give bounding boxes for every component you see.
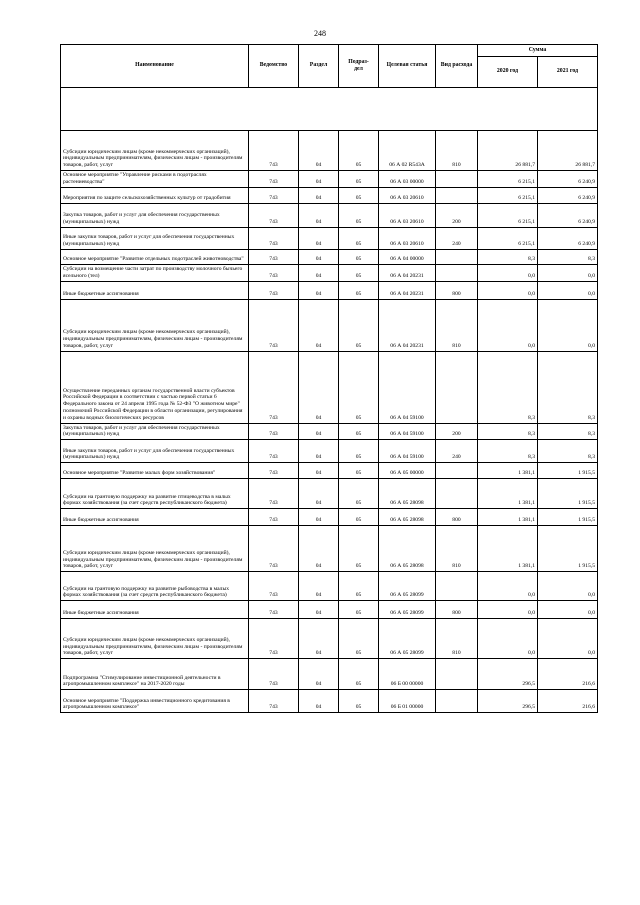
cell-dept: 743 [249,463,299,479]
cell-dept: 743 [249,509,299,526]
table-row [61,509,598,526]
table-row [61,440,598,463]
header-2021: 2021 год [538,57,598,88]
cell-y2020: 296,5 [478,659,538,690]
cell-sub: 05 [339,619,379,659]
cell-type: 800 [436,601,478,619]
cell-dept: 743 [249,619,299,659]
table-row [61,203,598,227]
cell-target: 06 А 05 28099 [379,601,436,619]
cell-y2021: 0,0 [538,572,598,601]
cell-dept: 743 [249,187,299,203]
cell-y2021: 216,6 [538,659,598,690]
cell-section: 04 [299,423,339,440]
cell-y2020: 6 215,1 [478,187,538,203]
cell-sub: 05 [339,249,379,264]
cell-y2020: 1 381,1 [478,509,538,526]
cell-sub: 05 [339,509,379,526]
cell-type [436,463,478,479]
cell-section: 04 [299,463,339,479]
cell-y2020: 8,3 [478,423,538,440]
cell-type: 240 [436,440,478,463]
cell-dept: 743 [249,171,299,188]
cell-target: 06 А 03 20610 [379,227,436,249]
cell-y2021: 0,0 [538,601,598,619]
cell-dept: 743 [249,423,299,440]
cell-sub: 05 [339,131,379,171]
cell-type [436,171,478,188]
cell-y2020: 0,0 [478,299,538,351]
cell-section: 04 [299,171,339,188]
cell-y2021: 6 240,9 [538,171,598,188]
cell-dept: 743 [249,131,299,171]
cell-section: 04 [299,659,339,690]
cell-type: 800 [436,509,478,526]
cell-y2020: 26 881,7 [478,131,538,171]
cell-name: Основное мероприятие "Управление рисками в подотраслях растениеводства" [61,171,249,188]
cell-target: 06 А 02 R543A [379,131,436,171]
cell-sub: 05 [339,281,379,299]
table-row [61,463,598,479]
cell-type: 200 [436,203,478,227]
cell-target: 06 А 03 20610 [379,187,436,203]
cell-name: Осуществление переданных органам государственной власти субъектов Российской Федерации в соответствии с частью первой статьи 6 Федерального закона от 24 апреля 1995 года № 52-ФЗ "О животном мире" полномочий Российской Федерации в области организации, регулирования и охраны водных биологических ресурсов [61,351,249,423]
table-row [61,281,598,299]
cell-y2020: 0,0 [478,281,538,299]
table-row [61,526,598,572]
header-spacer [61,88,598,131]
cell-dept: 743 [249,572,299,601]
cell-name: Основное мероприятие "Поддержка инвестиционного кредитования в агропромышленном комплексе" [61,690,249,713]
cell-name: Иные бюджетные ассигнования [61,509,249,526]
table-row [61,351,598,423]
header-subsection: Подраз- дел [339,45,379,88]
header-2020: 2020 год [478,57,538,88]
cell-sub: 05 [339,187,379,203]
cell-name: Иные бюджетные ассигнования [61,601,249,619]
cell-target: 06 А 05 28098 [379,479,436,509]
cell-sub: 05 [339,264,379,281]
cell-section: 04 [299,264,339,281]
cell-section: 04 [299,351,339,423]
cell-sub: 05 [339,479,379,509]
cell-y2021: 1 915,5 [538,479,598,509]
cell-name: Субсидии на грантовую поддержку на развитие птицеводства в малых формах хозяйствования (за счет средств республиканского бюджета) [61,479,249,509]
cell-type [436,479,478,509]
cell-name: Субсидии юридическим лицам (кроме некоммерческих организаций), индивидуальным предпринимателям, физическим лицам - производителям товаров, работ, услуг [61,526,249,572]
cell-name: Иные бюджетные ассигнования [61,281,249,299]
cell-section: 04 [299,601,339,619]
cell-name: Иные закупки товаров, работ и услуг для обеспечения государственных (муниципальных) нужд [61,227,249,249]
cell-name: Основное мероприятие "Развитие малых форм хозяйствования" [61,463,249,479]
cell-section: 04 [299,509,339,526]
cell-y2021: 8,3 [538,249,598,264]
cell-y2021: 0,0 [538,281,598,299]
cell-section: 04 [299,131,339,171]
cell-name: Субсидии на возмещение части затрат по производству молочного бычьего ясельного (тел) [61,264,249,281]
cell-type: 810 [436,131,478,171]
cell-section: 04 [299,203,339,227]
budget-table [60,44,598,713]
cell-dept: 743 [249,299,299,351]
cell-type [436,264,478,281]
cell-dept: 743 [249,281,299,299]
cell-target: 06 А 04 59100 [379,423,436,440]
cell-sub: 05 [339,203,379,227]
table-row [61,572,598,601]
cell-target: 06 А 04 20231 [379,299,436,351]
cell-target: 06 А 03 00000 [379,171,436,188]
cell-y2020: 0,0 [478,264,538,281]
cell-section: 04 [299,619,339,659]
cell-y2020: 6 215,1 [478,203,538,227]
cell-type [436,249,478,264]
cell-target: 06 А 05 28098 [379,509,436,526]
cell-type: 810 [436,526,478,572]
cell-y2020: 1 381,1 [478,479,538,509]
cell-name: Субсидии на грантовую поддержку на развитие рыбоводства в малых формах хозяйствования (за счет средств республиканского бюджета) [61,572,249,601]
cell-type: 800 [436,281,478,299]
cell-section: 04 [299,479,339,509]
cell-target: 06 А 03 20610 [379,203,436,227]
table-row [61,249,598,264]
cell-y2020: 0,0 [478,601,538,619]
cell-section: 04 [299,440,339,463]
cell-dept: 743 [249,249,299,264]
cell-y2020: 296,5 [478,690,538,713]
header-section: Раздел [299,45,339,88]
cell-name: Основное мероприятие "Развитие отдельных подотраслей животноводства" [61,249,249,264]
cell-type: 810 [436,619,478,659]
cell-sub: 05 [339,171,379,188]
cell-section: 04 [299,299,339,351]
cell-y2021: 6 240,9 [538,187,598,203]
cell-y2020: 8,3 [478,249,538,264]
cell-section: 04 [299,690,339,713]
cell-y2020: 0,0 [478,572,538,601]
cell-y2020: 6 215,1 [478,227,538,249]
cell-target: 06 А 05 28098 [379,526,436,572]
table-row [61,601,598,619]
table-row [61,187,598,203]
cell-y2021: 1 915,5 [538,526,598,572]
cell-y2021: 6 240,9 [538,227,598,249]
cell-y2020: 0,0 [478,619,538,659]
cell-name: Подпрограмма "Стимулирование инвестиционной деятельности в агропромышленном комплексе" на 2017-2020 годы [61,659,249,690]
cell-section: 04 [299,572,339,601]
cell-dept: 743 [249,264,299,281]
cell-target: 06 А 04 20231 [379,281,436,299]
cell-sub: 05 [339,299,379,351]
cell-type: 810 [436,299,478,351]
cell-y2021: 6 240,9 [538,203,598,227]
cell-sub: 05 [339,463,379,479]
cell-target: 06 А 04 00000 [379,249,436,264]
cell-dept: 743 [249,479,299,509]
cell-name: Закупка товаров, работ и услуг для обеспечения государственных (муниципальных) нужд [61,203,249,227]
cell-sub: 05 [339,440,379,463]
cell-target: 06 А 05 00000 [379,463,436,479]
cell-y2020: 8,3 [478,440,538,463]
cell-y2020: 1 381,1 [478,463,538,479]
table-row [61,131,598,171]
cell-sub: 05 [339,659,379,690]
cell-y2021: 0,0 [538,264,598,281]
cell-section: 04 [299,187,339,203]
cell-y2020: 8,3 [478,351,538,423]
cell-target: 06 А 04 59100 [379,440,436,463]
header-dept: Ведомство [249,45,299,88]
cell-name: Субсидии юридическим лицам (кроме некоммерческих организаций), индивидуальным предпринимателям, физическим лицам - производителям товаров, работ, услуг [61,131,249,171]
table-row [61,690,598,713]
cell-name: Мероприятия по защите сельскохозяйственных культур от градобития [61,187,249,203]
cell-target: 06 А 04 20231 [379,264,436,281]
cell-section: 04 [299,227,339,249]
cell-sub: 05 [339,351,379,423]
cell-name: Закупка товаров, работ и услуг для обеспечения государственных (муниципальных) нужд [61,423,249,440]
cell-type: 240 [436,227,478,249]
cell-y2021: 1 915,5 [538,509,598,526]
cell-sub: 05 [339,227,379,249]
header-target: Целевая статья [379,45,436,88]
cell-target: 06 Б 01 00000 [379,690,436,713]
cell-type [436,572,478,601]
cell-y2021: 8,3 [538,423,598,440]
cell-y2021: 0,0 [538,299,598,351]
header-sum: Сумма [478,45,598,57]
cell-target: 06 А 05 28099 [379,572,436,601]
cell-target: 06 Б 00 00000 [379,659,436,690]
page-number: 248 [314,29,326,38]
cell-sub: 05 [339,601,379,619]
table-row [61,479,598,509]
table-row [61,299,598,351]
table-row [61,659,598,690]
cell-name: Иные закупки товаров, работ и услуг для обеспечения государственных (муниципальных) нужд [61,440,249,463]
cell-sub: 05 [339,526,379,572]
cell-dept: 743 [249,227,299,249]
cell-y2021: 8,3 [538,440,598,463]
cell-y2021: 1 915,5 [538,463,598,479]
cell-dept: 743 [249,526,299,572]
table-row [61,264,598,281]
cell-y2021: 216,6 [538,690,598,713]
table-row [61,171,598,188]
table-row [61,423,598,440]
cell-y2020: 6 215,1 [478,171,538,188]
header-exp-type: Вид расхода [436,45,478,88]
cell-sub: 05 [339,423,379,440]
cell-y2021: 0,0 [538,619,598,659]
cell-dept: 743 [249,601,299,619]
cell-dept: 743 [249,440,299,463]
cell-dept: 743 [249,659,299,690]
cell-y2021: 8,3 [538,351,598,423]
cell-target: 06 А 04 59100 [379,351,436,423]
cell-sub: 05 [339,690,379,713]
cell-sub: 05 [339,572,379,601]
cell-name: Субсидии юридическим лицам (кроме некоммерческих организаций), индивидуальным предпринимателям, физическим лицам - производителям товаров, работ, услуг [61,299,249,351]
table-body [61,131,598,713]
cell-section: 04 [299,526,339,572]
header-name: Наименование [61,45,249,88]
cell-type [436,187,478,203]
cell-name: Субсидии юридическим лицам (кроме некоммерческих организаций), индивидуальным предпринимателям, физическим лицам - производителям товаров, работ, услуг [61,619,249,659]
cell-type [436,659,478,690]
table-row [61,619,598,659]
cell-type [436,351,478,423]
cell-type [436,690,478,713]
cell-section: 04 [299,281,339,299]
cell-y2020: 1 381,1 [478,526,538,572]
cell-target: 06 А 05 28099 [379,619,436,659]
cell-dept: 743 [249,690,299,713]
cell-dept: 743 [249,203,299,227]
cell-section: 04 [299,249,339,264]
cell-type: 200 [436,423,478,440]
table-row [61,227,598,249]
cell-dept: 743 [249,351,299,423]
cell-y2021: 26 881,7 [538,131,598,171]
